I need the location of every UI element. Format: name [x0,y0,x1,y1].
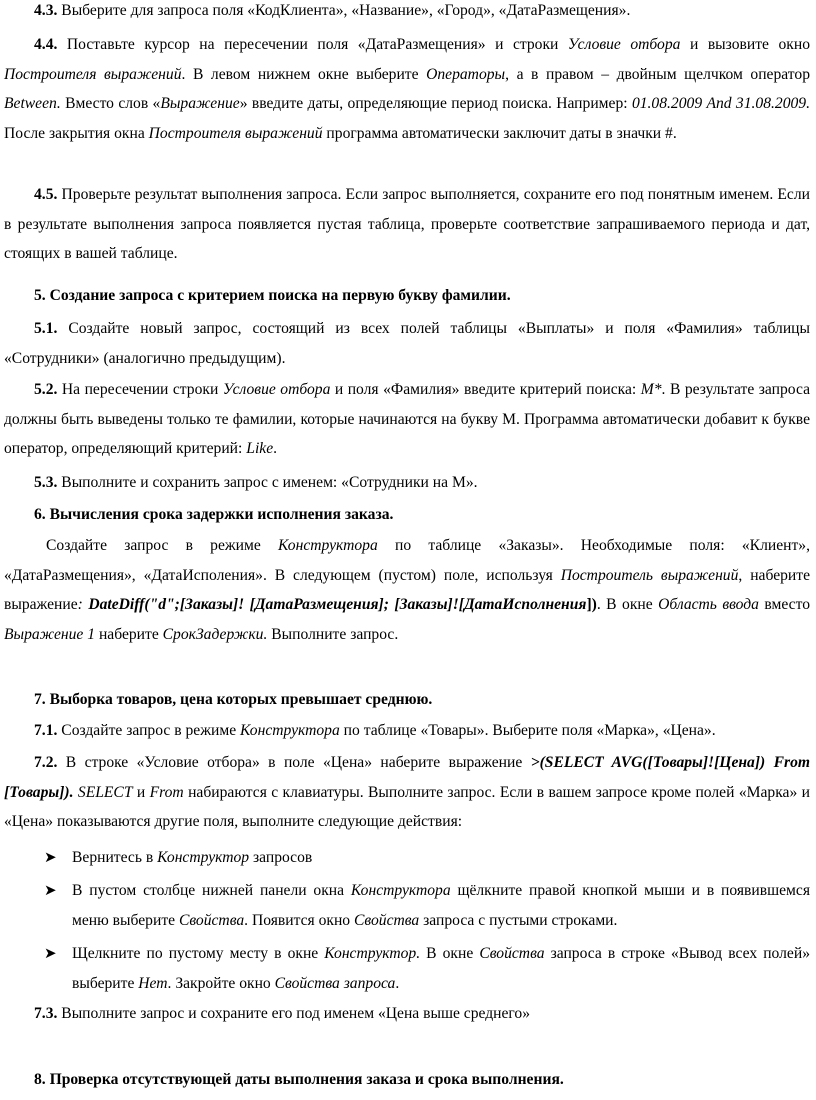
list-item: ➤ В пустом столбце нижней панели окна Конструктора щёлкните правой кнопкой мыши и в появившемся меню выберите Свойства. Появится окно Свойства запроса с пустыми строками. [44,876,810,935]
item-number: 7.2. [34,754,58,771]
paragraph-text: Выполните запрос и сохраните его под именем «Цена выше среднего» [61,1005,531,1022]
arrow-bullet-icon: ➤ [44,881,57,899]
item-number: 7.3. [34,1005,58,1022]
section-heading-7: 7. Выборка товаров, цена которых превышает среднюю. [34,691,433,708]
item-number: 5.1. [34,320,58,337]
paragraph-text: Проверьте результат выполнения запроса. Если запрос выполняется, сохраните его под понятным именем. Если в результате выполнения запроса появляется пустая таблица, проверьте соответствие запрашиваемого периода и дат, стоящих в вашей таблице. [4,186,810,262]
paragraph-text: Выберите для запроса поля «КодКлиента», «Название», «Город», «ДатаРазмещения». [61,2,631,19]
item-number: 5.2. [34,381,58,398]
paragraph-7-2: 7.2. В строке «Условие отбора» в поле «Цена» наберите выражение >(SELECT AVG([Товары]![Цена]) From [Товары]). SELECT и From набираются с клавиатуры. Выполните запрос. Если в вашем запросе кроме полей «Марка» и «Цена» показываются другие поля, выполните следующие действия: [4,754,810,830]
paragraph-4-3 [4,0,810,26]
arrow-bullet-icon: ➤ [44,848,57,866]
item-number: 4.4. [34,36,58,53]
list-item: ➤ Щелкните по пустому месту в окне Конструктор. В окне Свойства запроса в строке «Вывод всех полей» выберите Нет. Закройте окно Свойства запроса. [44,939,810,998]
paragraph-6: Создайте запрос в режиме Конструктора по таблице «Заказы». Необходимые поля: «Клиент», «ДатаРазмещения», «ДатаИсполения». В следующем (пустом) поле, используя Построитель выражений, наберите выражение: DateDiff("d";[Заказы]! [ДатаРазмещения]; [Заказы]![ДатаИсполнения]). В окне Область ввода вместо Выражение 1 наберите СрокЗадержки. Выполните запрос. [4,537,810,643]
item-number: 4.5. [34,186,58,203]
paragraph-4-4: 4.4. Поставьте курсор на пересечении поля «ДатаРазмещения» и строки Условие отбора и вызовите окно Построителя выражений. В левом нижнем окне выберите Операторы, а в правом – двойным щелчком оператор Between. Вместо слов «Выражение» введите даты, определяющие период поиска. Например: 01.08.2009 And 31.08.2009. После закрытия окна Построителя выражений программа автоматически заключит даты в значки #. [4,36,810,142]
paragraph-text: Выполните и сохранить запрос с именем: «Сотрудники на М». [61,474,478,491]
section-heading-8: 8. Проверка отсутствующей даты выполнения заказа и срока выполнения. [34,1071,564,1088]
paragraph-5-1 [4,314,810,373]
paragraph-4-5 [4,180,810,269]
item-number: 5.3. [34,474,58,491]
paragraph-5-2: 5.2. На пересечении строки Условие отбора и поля «Фамилия» введите критерий поиска: М*. В результате запроса должны быть выведены только те фамилии, которые начинаются на букву М. Программа автоматически добавит к букве оператор, определяющий критерий: Like. [4,381,810,457]
paragraph-text: Создайте новый запрос, состоящий из всех полей таблицы «Выплаты» и поля «Фамилия» таблицы «Сотрудники» (аналогично предыдущим). [4,320,810,367]
paragraph-7-3 [4,999,810,1029]
arrow-bullet-icon: ➤ [44,944,57,962]
section-heading-6: 6. Вычисления срока задержки исполнения заказа. [34,506,394,523]
item-number: 4.3. [34,2,58,19]
list-item: ➤ Вернитесь в Конструктор запросов [44,843,810,873]
section-heading-5: 5. Создание запроса с критерием поиска на первую букву фамилии. [34,287,511,304]
paragraph-5-3 [4,468,810,498]
paragraph-7-1: 7.1. Создайте запрос в режиме Конструктора по таблице «Товары». Выберите поля «Марка», «Цена». [34,722,716,739]
item-number: 7.1. [34,722,58,739]
